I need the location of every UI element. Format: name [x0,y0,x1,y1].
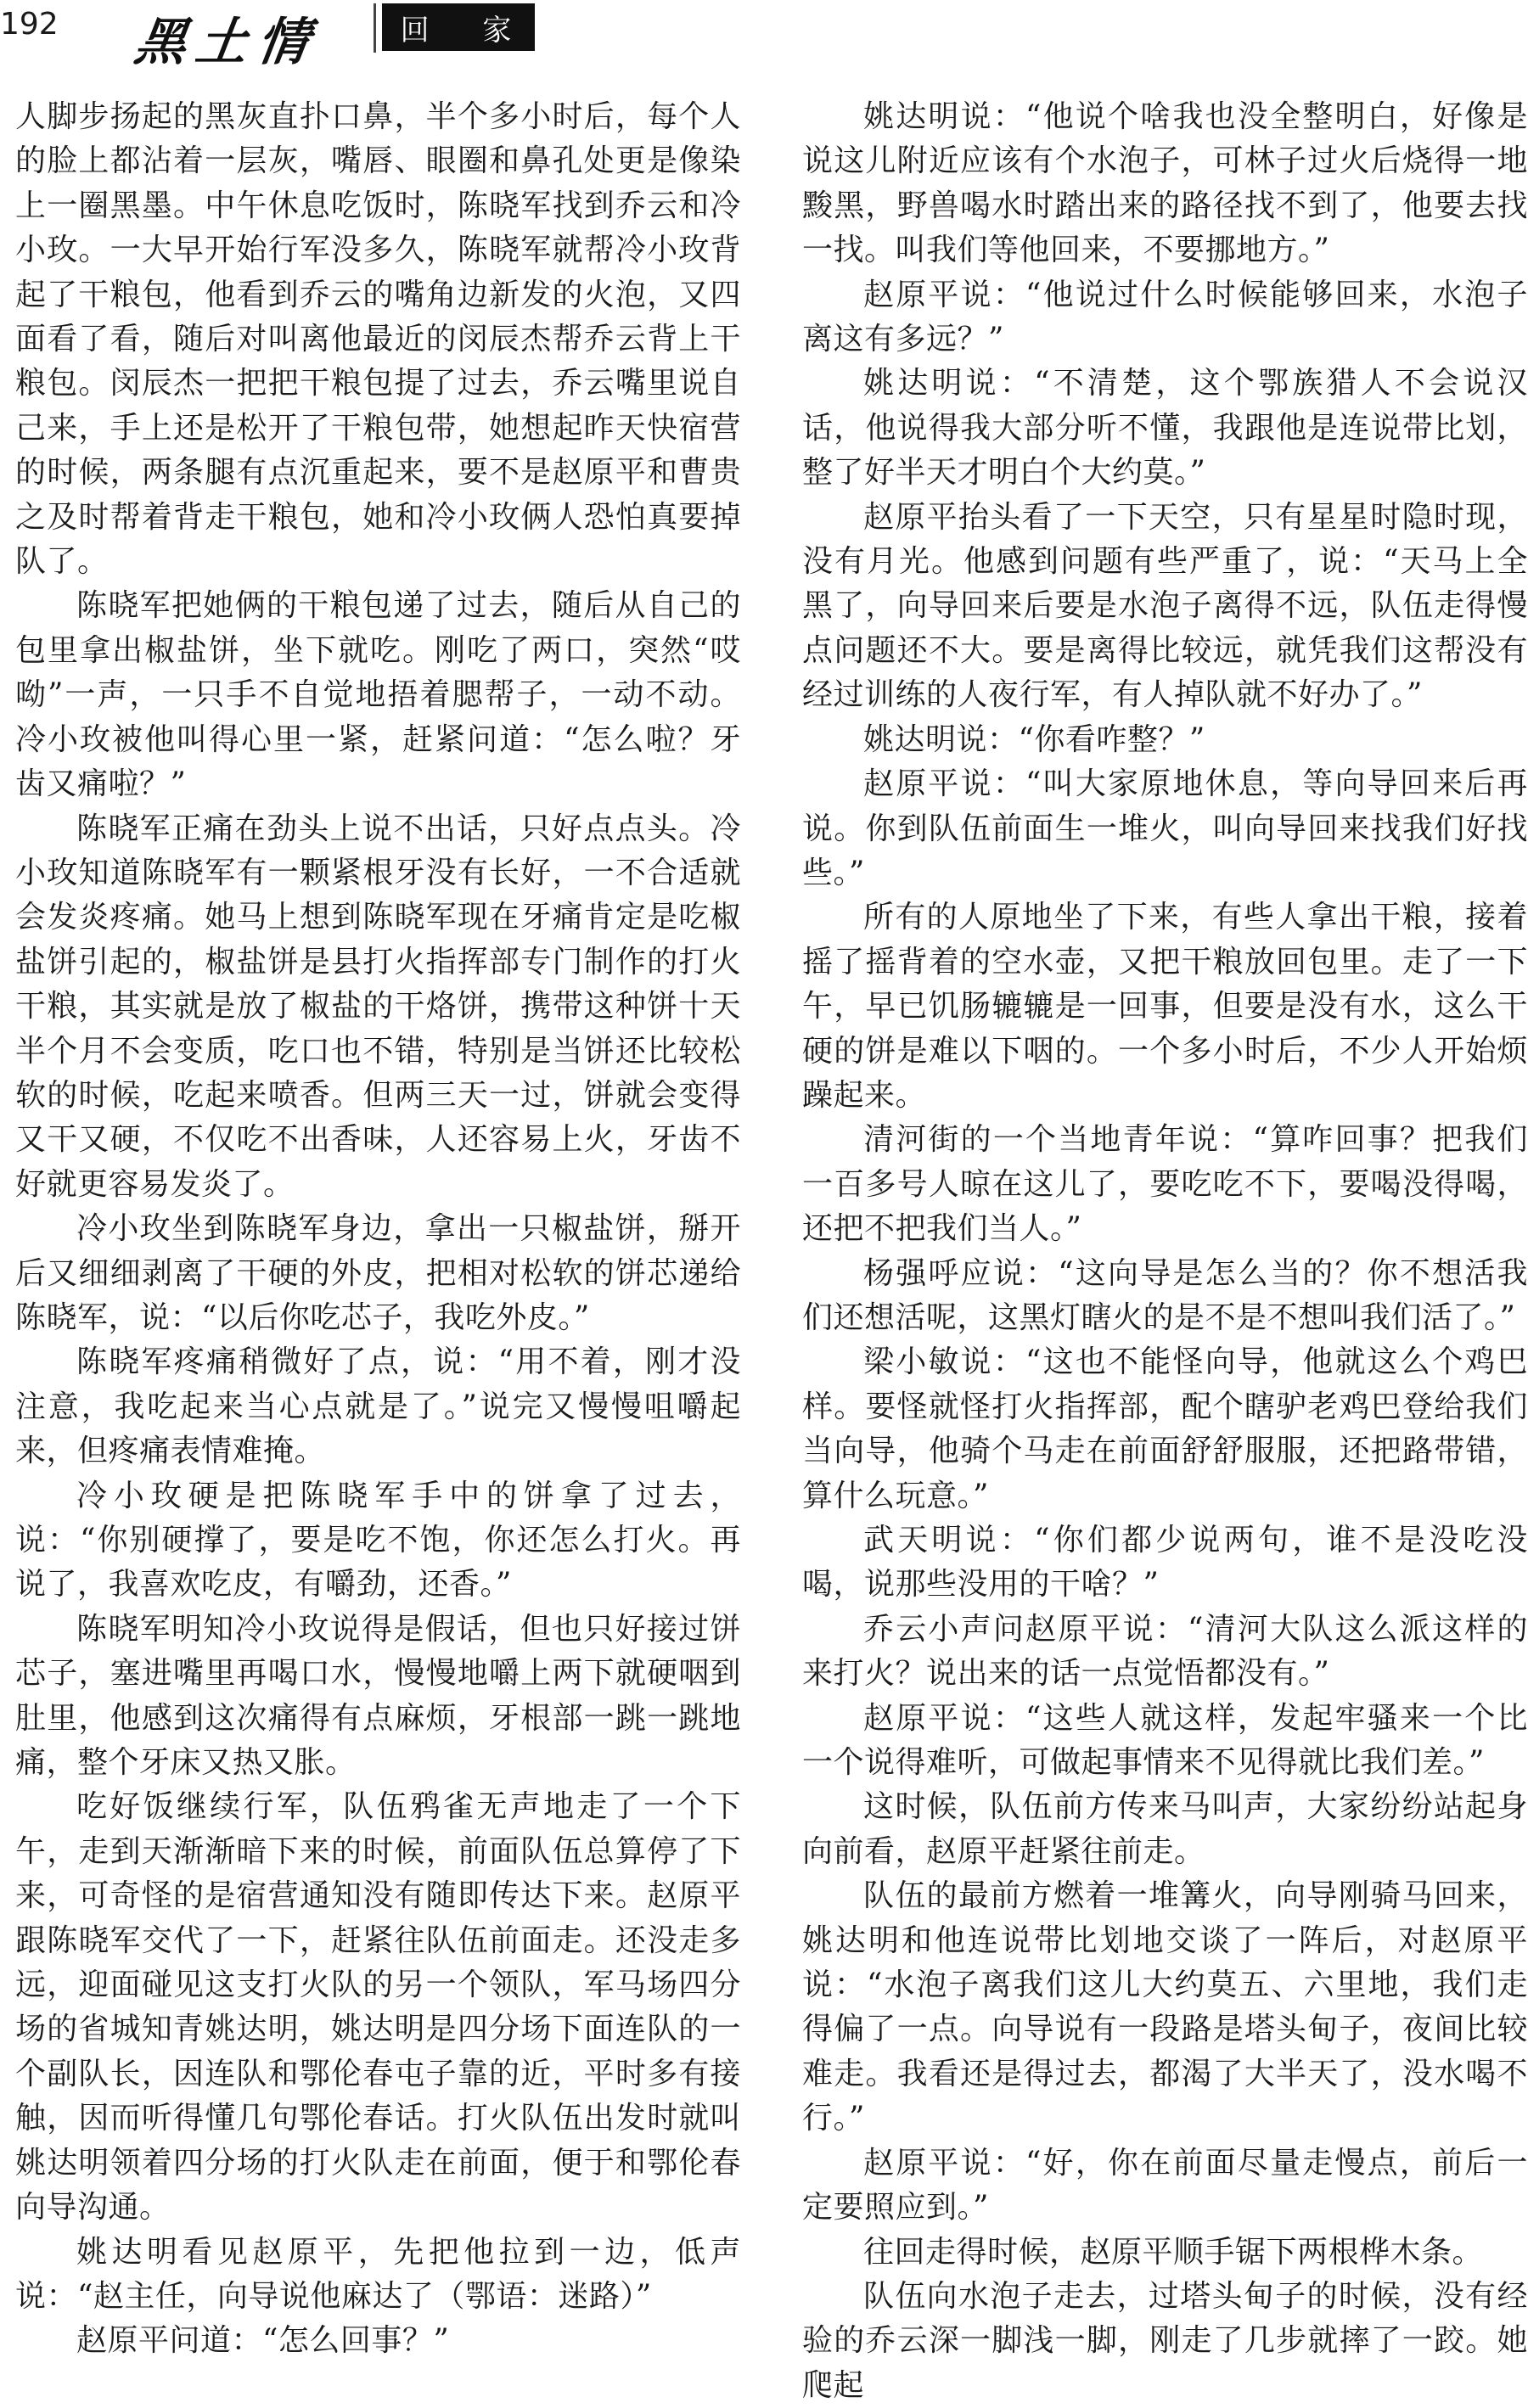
paragraph: 吃好饭继续行军，队伍鸦雀无声地走了一个下午，走到天渐渐暗下来的时候，前面队伍总算停了下来，可奇怪的是宿营通知没有随即传达下来。赵原平跟陈晓军交代了一下，赶紧往队伍前面走。还没走多远，迎面碰见这支打火队的另一个领队，军马场四分场的省城知青姚达明，姚达明是四分场下面连队的一个副队长，因连队和鄂伦春屯子靠的近，平时多有接触，因而听得懂几句鄂伦春话。打火队伍出发时就叫姚达明领着四分场的打火队走在前面，便于和鄂伦春向导沟通。 [15,1789,741,2226]
paragraph: 赵原平说：“这些人就这样，发起牢骚来一个比一个说得难听，可做起事情来不见得就比我们差。” [802,1700,1528,1781]
paragraph: 往回走得时候，赵原平顺手锯下两根桦木条。 [863,2234,1484,2270]
page-header [0,0,1528,72]
paragraph: 所有的人原地坐了下来，有些人拿出干粮，接着摇了摇背着的空水壶，又把干粮放回包里。走了一下午，早已饥肠辘辘是一回事，但要是没有水，这么干硬的饼是难以下咽的。一个多小时后，不少人开始烦躁起来。 [802,900,1528,1113]
paragraph: 杨强呼应说：“这向导是怎么当的？你不想活我们还想活呢，这黑灯瞎火的是不是不想叫我们活了。” [802,1255,1528,1335]
magazine-title: 黑土情 [131,13,323,72]
paragraph: 梁小敏说：“这也不能怪向导，他就这么个鸡巴样。要怪就怪打火指挥部，配个瞎驴老鸡巴登给我们当向导，他骑个马走在前面舒舒服服，还把路带错，算什么玩意。” [802,1344,1528,1513]
paragraph: 冷小玫硬是把陈晓军手中的饼拿了过去，说：“你别硬撑了，要是吃不饱，你还怎么打火。再说了，我喜欢吃皮，有嚼劲，还香。” [15,1478,741,1603]
paragraph: 冷小玫坐到陈晓军身边，拿出一只椒盐饼，掰开后又细细剥离了干硬的外皮，把相对松软的饼芯递给陈晓军，说：“以后你吃芯子，我吃外皮。” [15,1211,741,1335]
paragraph: 陈晓军正痛在劲头上说不出话，只好点点头。冷小玫知道陈晓军有一颗紧根牙没有长好，一不合适就会发炎疼痛。她马上想到陈晓军现在牙痛肯定是吃椒盐饼引起的，椒盐饼是县打火指挥部专门制作的打火干粮，其实就是放了椒盐的干烙饼，携带这种饼十天半个月不会变质，吃口也不错，特别是当饼还比较松软的时候，吃起来喷香。但两三天一过，饼就会变得又干又硬，不仅吃不出香味，人还容易上火，牙齿不好就更容易发炎了。 [15,811,741,1202]
paragraph: 赵原平说：“好，你在前面尽量走慢点，前后一定要照应到。” [802,2145,1528,2226]
page-number: 192 [0,7,59,42]
paragraph: 姚达明说：“你看咋整？” [863,721,1205,757]
paragraph: 队伍向水泡子走去，过塔头甸子的时候，没有经验的乔云深一脚浅一脚，刚走了几步就摔了一跤。她爬起 [802,2278,1528,2403]
paragraph: 陈晓军疼痛稍微好了点，说：“用不着，刚才没注意，我吃起来当心点就是了。”说完又慢慢咀嚼起来，但疼痛表情难掩。 [15,1344,741,1469]
paragraph: 清河街的一个当地青年说：“算咋回事？把我们一百多号人晾在这儿了，要吃吃不下，要喝没得喝，还把不把我们当人。” [802,1122,1528,1247]
paragraph: 姚达明说：“不清楚，这个鄂族猎人不会说汉话，他说得我大部分听不懂，我跟他是连说带比划，整了好半天才明白个大约莫。” [802,366,1528,491]
paragraph: 队伍的最前方燃着一堆篝火，向导刚骑马回来，姚达明和他连说带比划地交谈了一阵后，对赵原平说：“水泡子离我们这儿大约莫五、六里地，我们走得偏了一点。向导说有一段路是塔头甸子，夜间比较难走。我看还是得过去，都渴了大半天了，没水喝不行。” [802,1878,1528,2136]
header-divider [374,3,376,53]
right-column [802,95,1528,2408]
paragraph: 乔云小声问赵原平说：“清河大队这么派这样的来打火？说出来的话一点觉悟都没有。” [802,1611,1528,1692]
section-badge: 回 家 [382,3,535,51]
paragraph: 陈晓军把她俩的干粮包递了过去，随后从自己的包里拿出椒盐饼，坐下就吃。刚吃了两口，突然“哎呦”一声，一只手不自觉地捂着腮帮子，一动不动。冷小玫被他叫得心里一紧，赶紧问道：“怎么啦？牙齿又痛啦？” [15,588,741,802]
paragraph: 这时候，队伍前方传来马叫声，大家纷纷站起身向前看，赵原平赶紧往前走。 [802,1789,1528,1869]
paragraph: 赵原平抬头看了一下天空，只有星星时隐时现，没有月光。他感到问题有些严重了，说：“天马上全黑了，向导回来后要是水泡子离得不远，队伍走得慢点问题还不大。要是离得比较远，就凭我们这帮没有经过训练的人夜行军，有人掉队就不好办了。” [802,499,1528,713]
paragraph: 武天明说：“你们都少说两句，谁不是没吃没喝，说那些没用的干啥？” [802,1523,1528,1603]
paragraph: 姚达明说：“他说个啥我也没全整明白，好像是说这儿附近应该有个水泡子，可林子过火后烧得一地黢黑，野兽喝水时踏出来的路径找不到了，他要去找一找。叫我们等他回来，不要挪地方。” [802,99,1528,268]
paragraph: 赵原平问道：“怎么回事？” [76,2323,450,2359]
paragraph: 赵原平说：“叫大家原地休息，等向导回来后再说。你到队伍前面生一堆火，叫向导回来找我们好找些。” [802,766,1528,890]
paragraph: 人脚步扬起的黑灰直扑口鼻，半个多小时后，每个人的脸上都沾着一层灰，嘴唇、眼圈和鼻孔处更是像染上一圈黑墨。中午休息吃饭时，陈晓军找到乔云和冷小玫。一大早开始行军没多久，陈晓军就帮冷小玫背起了干粮包，他看到乔云的嘴角边新发的火泡，又四面看了看，随后对叫离他最近的闵辰杰帮乔云背上干粮包。闵辰杰一把把干粮包提了过去，乔云嘴里说自己来，手上还是松开了干粮包带，她想起昨天快宿营的时候，两条腿有点沉重起来，要不是赵原平和曹贵之及时帮着背走干粮包，她和冷小玫俩人恐怕真要掉队了。 [15,99,741,580]
paragraph: 陈晓军明知冷小玫说得是假话，但也只好接过饼芯子，塞进嘴里再喝口水，慢慢地嚼上两下就硬咽到肚里，他感到这次痛得有点麻烦，牙根部一跳一跳地痛，整个牙床又热又胀。 [15,1611,741,1781]
left-column [15,95,741,2364]
paragraph: 姚达明看见赵原平，先把他拉到一边，低声说：“赵主任，向导说他麻达了（鄂语：迷路）” [15,2234,741,2314]
paragraph: 赵原平说：“他说过什么时候能够回来，水泡子离这有多远？” [802,277,1528,357]
article-body [0,95,1528,2403]
